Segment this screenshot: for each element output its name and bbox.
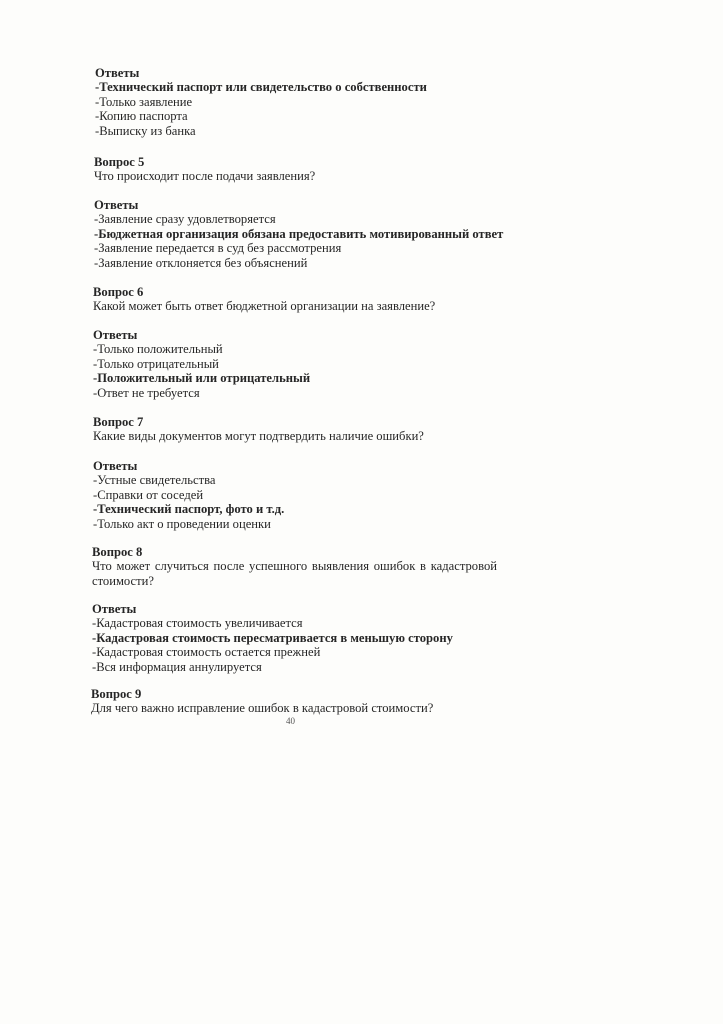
question-block	[92, 545, 497, 588]
answer-option: -Заявление передается в суд без рассмотрения	[94, 241, 342, 256]
answer-option: -Выписку из банка	[95, 123, 196, 138]
answer-option-correct: -Положительный или отрицательный	[93, 371, 311, 386]
answer-option: -Заявление отклоняется без объяснений	[94, 255, 308, 270]
question-block	[94, 155, 499, 184]
question-block	[93, 285, 498, 314]
question-text: Что происходит после подачи заявления?	[94, 169, 316, 184]
answer-option: -Только отрицательный	[93, 356, 219, 371]
question-heading: Вопрос 7	[93, 415, 144, 429]
answer-option: -Заявление сразу удовлетворяется	[94, 212, 276, 227]
page-number: 40	[286, 716, 295, 726]
question-heading: Вопрос 9	[91, 687, 142, 701]
question-block	[93, 415, 498, 444]
answers-block	[92, 602, 497, 674]
answer-option: -Кадастровая стоимость остается прежней	[92, 645, 321, 660]
answer-option: -Кадастровая стоимость увеличивается	[92, 616, 303, 631]
answers-block	[95, 66, 500, 138]
answer-option: -Справки от соседей	[93, 487, 204, 502]
question-block	[91, 687, 496, 716]
answers-heading: Ответы	[95, 66, 140, 80]
answer-option-correct: -Технический паспорт или свидетельство о собственности	[95, 80, 427, 95]
answer-option: -Ответ не требуется	[93, 385, 200, 400]
answer-option: -Устные свидетельства	[93, 473, 216, 488]
question-text: Какие виды документов могут подтвердить наличие ошибки?	[93, 429, 424, 444]
answers-heading: Ответы	[93, 459, 138, 473]
answers-block	[93, 459, 498, 531]
question-heading: Вопрос 8	[92, 545, 143, 559]
answers-block	[94, 198, 504, 270]
question-heading: Вопрос 5	[94, 155, 145, 169]
answers-heading: Ответы	[92, 602, 137, 616]
answer-option: -Только положительный	[93, 342, 223, 357]
question-text: Какой может быть ответ бюджетной организации на заявление?	[93, 299, 436, 314]
question-text: Для чего важно исправление ошибок в кадастровой стоимости?	[91, 701, 434, 716]
answer-option-correct: -Технический паспорт, фото и т.д.	[93, 502, 285, 517]
answer-option: -Копию паспорта	[95, 109, 188, 124]
question-text: Что может случиться после успешного выявления ошибок в кадастровой стоимости?	[92, 559, 497, 588]
answers-block	[93, 328, 498, 400]
answers-heading: Ответы	[94, 198, 139, 212]
answer-option-correct: -Бюджетная организация обязана предоставить мотивированный ответ	[94, 226, 504, 241]
question-heading: Вопрос 6	[93, 285, 144, 299]
answer-option: -Вся информация аннулируется	[92, 659, 262, 674]
answer-option: -Только заявление	[95, 94, 193, 109]
answers-heading: Ответы	[93, 328, 138, 342]
answer-option: -Только акт о проведении оценки	[93, 516, 271, 531]
answer-option-correct: -Кадастровая стоимость пересматривается в меньшую сторону	[92, 630, 453, 645]
